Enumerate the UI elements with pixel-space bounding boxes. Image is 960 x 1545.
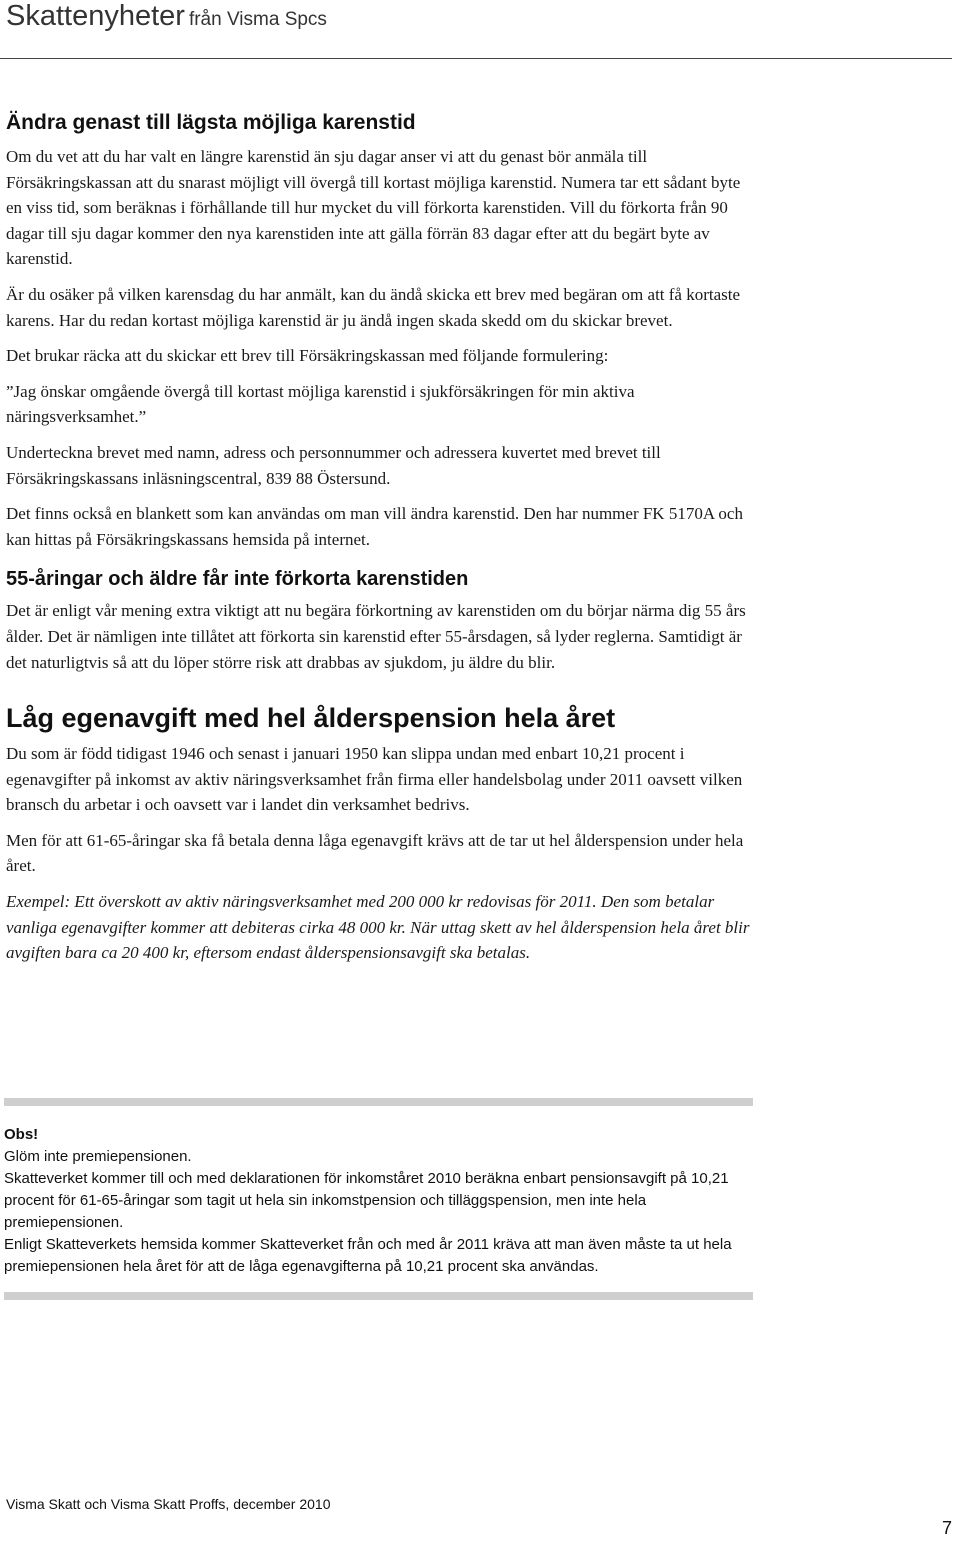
obs-bottom-rule [4,1292,753,1300]
obs-title: Obs! [4,1126,39,1143]
newsletter-title: Skattenyheter [6,0,185,32]
section-heading-55-aringar: 55-åringar och äldre får inte förkorta karenstiden [6,568,469,591]
paragraph: Om du vet att du har valt en längre karenstid än sju dagar anser vi att du genast bör anmäla till Försäkringskassan att du snarast möjligt vill övergå till kortast möjliga karenstid. Numera tar ett sådant byte en viss tid, som beräknas i förhållande till hur mycket du vill förkorta karenstiden. Vill du förkorta från 90 dagar till sju dagar kommer den nya karenstiden inte att gälla förrän 83 dagar efter att du begärt byte av karenstid. [6,147,741,269]
obs-top-rule [4,1098,753,1106]
obs-line: Glöm inte premiepensionen. [4,1148,192,1165]
paragraph: Det är enligt vår mening extra viktigt att nu begära förkortning av karenstiden om du börjar närma dig 55 års ålder. Det är nämligen inte tillåtet att förkorta sin karenstid efter 55-årsdagen, så lyder reglerna. Samtidigt är det naturligtvis så att du löper större risk att drabbas av sjukdom, ju äldre du blir. [6,601,746,672]
paragraph: Det finns också en blankett som kan användas om man vill ändra karenstid. Den har nummer FK 5170A och kan hittas på Försäkringskassans hemsida på internet. [6,504,743,549]
paragraph: Är du osäker på vilken karensdag du har anmält, kan du ändå skicka ett brev med begäran om att få kortaste karens. Har du redan kortast möjliga karenstid är ju ändå ingen skada skedd om du skickar brevet. [6,284,741,330]
example-paragraph: Exempel: Ett överskott av aktiv näringsverksamhet med 200 000 kr redovisas för 2011. Den som betalar vanliga egenavgifter kommer att debiteras cirka 48 000 kr. När uttag skett av hel ålderspension hela året blir avgiften bara ca 20 400 kr, eftersom endast ålderspensionsavgift ska betalas. [6,892,750,963]
obs-body [4,1106,753,1292]
paragraph: Det brukar räcka att du skickar ett brev till Försäkringskassan med följande formulering: [6,346,609,366]
section-heading-egenavgift: Låg egenavgift med hel ålderspension hela året [6,703,616,734]
newsletter-subtitle: från Visma Spcs [188,9,327,30]
article-body [6,108,751,976]
page-header [6,0,327,33]
header-divider [0,58,952,59]
paragraph: Du som är född tidigast 1946 och senast i januari 1950 kan slippa undan med enbart 10,21 procent i egenavgifter på inkomst av aktiv näringsverksamhet från firma eller handelsbolag under 2011 oavsett vilken bransch du arbetar i och oavsett var i landet din verksamhet bedrivs. [6,744,743,815]
paragraph: Underteckna brevet med namn, adress och personnummer och adressera kuvertet med brevet till Försäkringskassans inläsningscentral, 839 88 Östersund. [6,442,661,488]
section-heading-karenstid: Ändra genast till lägsta möjliga karenstid [6,111,416,134]
obs-line: Enligt Skatteverkets hemsida kommer Skatteverket från och med år 2011 kräva att man även måste ta ut hela premiepensionen hela året för att de låga egenavgifterna på 10,21 procent ska användas. [4,1236,732,1275]
obs-line: Skatteverket kommer till och med deklarationen för inkomståret 2010 beräkna enbart pensionsavgift på 10,21 procent för 61-65-åringar som tagit ut hela sin inkomstpension och tilläggspension, men inte hela premiepensionen. [4,1170,729,1231]
obs-notice-box [4,1098,753,1300]
paragraph: Men för att 61-65-åringar ska få betala denna låga egenavgift krävs att de tar ut hel ålderspension under hela året. [6,830,744,876]
letter-quote: ”Jag önskar omgående övergå till kortast möjliga karenstid i sjukförsäkringen för min aktiva näringsverksamhet.” [6,381,635,427]
page-number: 7 [941,1518,952,1538]
footer-text: Visma Skatt och Visma Skatt Proffs, december 2010 [6,1496,331,1512]
